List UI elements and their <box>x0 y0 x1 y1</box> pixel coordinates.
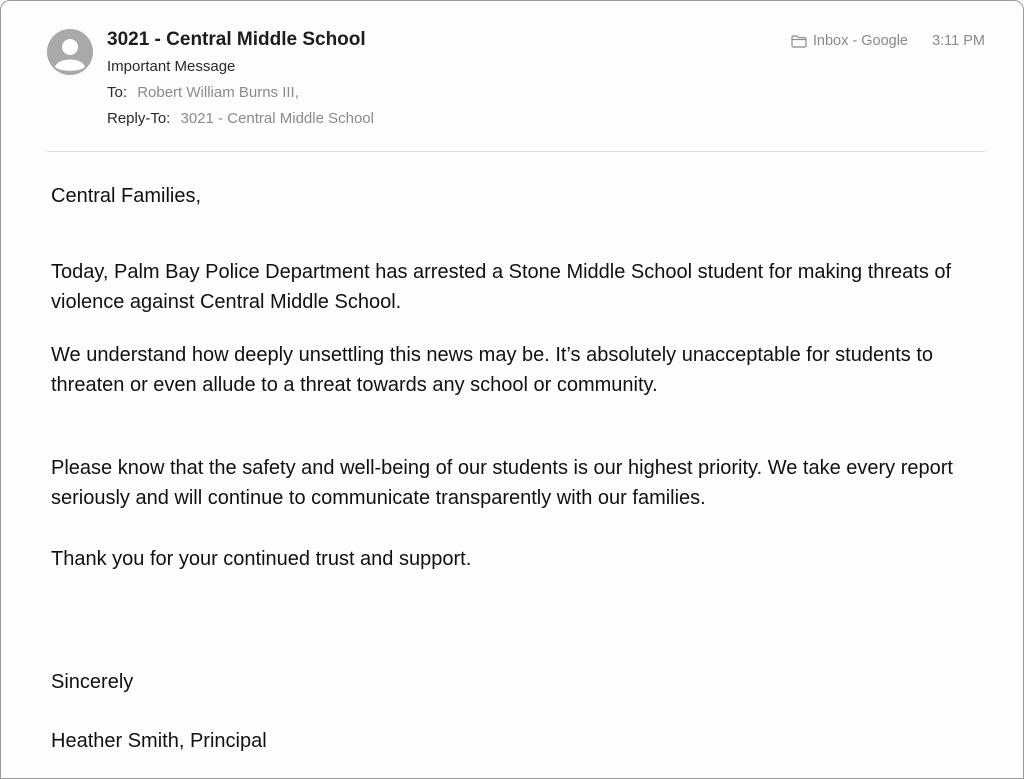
body-paragraph-4: Thank you for your continued trust and support. <box>51 548 472 570</box>
mailbox-indicator[interactable] <box>791 33 908 49</box>
folder-icon <box>791 35 807 48</box>
sender-name[interactable]: 3021 - Central Middle School <box>107 29 366 50</box>
greeting: Central Families, <box>51 185 202 207</box>
header-divider <box>47 151 985 152</box>
mailbox-label: Inbox - Google <box>812 33 908 49</box>
to-row <box>107 84 299 101</box>
email-subject: Important Message <box>107 58 236 75</box>
body-paragraph-3: Please know that the safety and well-being of our students is our highest priority. We take every report seriously and will continue to communicate transparently with our families. <box>51 457 953 509</box>
signature: Heather Smith, Principal <box>51 730 267 752</box>
reply-to-address[interactable]: 3021 - Central Middle School <box>180 110 374 127</box>
to-label: To: <box>107 84 128 101</box>
body-paragraph-2: We understand how deeply unsettling this news may be. It’s absolutely unacceptable for students to threaten or even allude to a threat towards any school or community. <box>51 344 934 396</box>
sender-avatar-icon[interactable] <box>47 29 93 75</box>
sign-off: Sincerely <box>51 671 134 693</box>
to-recipient[interactable]: Robert William Burns III, <box>137 84 299 101</box>
reply-to-label: Reply-To: <box>107 110 171 127</box>
reply-to-row <box>107 110 374 127</box>
received-time: 3:11 PM <box>932 33 985 49</box>
body-paragraph-1: Today, Palm Bay Police Department has arrested a Stone Middle School student for making threats of violence against Central Middle School. <box>51 261 952 313</box>
